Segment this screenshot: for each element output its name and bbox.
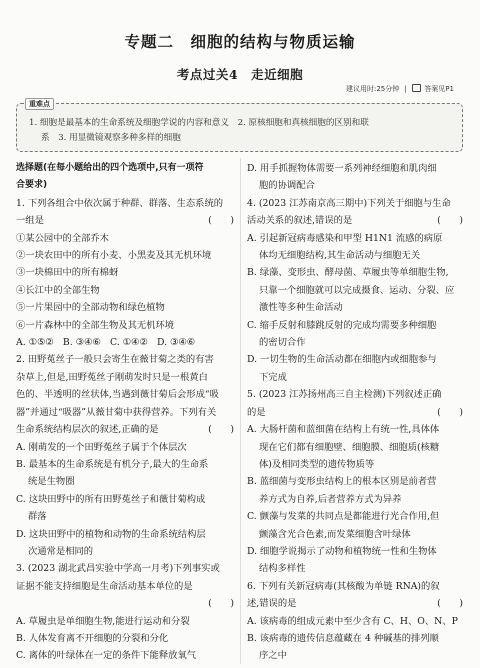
option-d: D. 用手抓握物体需要一系列神经细胞和肌肉细 — [247, 163, 437, 174]
divider: | — [404, 85, 407, 93]
option-b: B. 该病毒的遗传信息蕴藏在 4 种碱基的排列顺 — [247, 632, 439, 644]
section-heading: 选择题(在每小题给出的四个选项中,只有一项符 — [16, 163, 204, 173]
option-a: A. 该病毒的组成元素中至少含有 C、H、O、N、P — [247, 615, 458, 627]
key-points-text — [29, 116, 452, 146]
option-b-cont: 激性等多种生命活动 — [259, 302, 343, 314]
option-b-cont: 统是生物圈 — [28, 476, 75, 488]
question-4-stem: 4. (2023 江苏南京高三期中)下列关于细胞与生命 — [247, 197, 451, 209]
option-a: A. 刚萌发的一个田野菟丝子属于个体层次 — [16, 441, 187, 453]
option-b: B. 人体发育离不开细胞的分裂和分化 — [16, 632, 169, 644]
question-2-stem-end — [16, 421, 234, 438]
answer-reference: 答案见P1 — [424, 85, 454, 93]
option-b-cont: 序之中 — [259, 650, 287, 662]
option-c: C. 离体的叶绿体在一定的条件下能释放氧气 — [16, 650, 197, 662]
option-d-cont: 结构多样性 — [259, 563, 306, 575]
option-c-cont: 群落 — [28, 511, 47, 523]
section-subtitle: 考点过关4 走近细胞 — [176, 67, 304, 82]
column-divider — [240, 158, 241, 664]
page-title: 专题二 细胞的结构与物质运输 — [124, 32, 356, 51]
question-6-stem-end — [247, 595, 463, 612]
section-heading: 合要求) — [16, 180, 48, 191]
statement-item: ③一块棉田中的所有棉蚜 — [16, 267, 119, 279]
answer-blank-row — [16, 595, 234, 612]
question-2-stem: 器”并通过“吸器”从薇甘菊中获得营养。下列有关 — [16, 406, 217, 418]
key-points-line: 系 3. 用显微镜观察多种多样的细胞 — [41, 133, 181, 143]
option-a: A. 引起新冠病毒感染和甲型 H1N1 流感的病原 — [247, 232, 443, 244]
statement-item: ⑥一片森林中的全部生物及其无机环境 — [16, 319, 175, 331]
option-a-cont: 体均无细胞结构,其生命活动与细胞无关 — [259, 250, 421, 262]
question-6-stem: 6. 下列有关新冠病毒(其核酸为单链 RNA)的叙 — [247, 580, 440, 592]
option-d: D. 这块田野中的植物和动物的生命系统结构层 — [16, 528, 206, 540]
option-c-cont: 的密切合作 — [259, 337, 306, 349]
option-c-cont: 颤藻含光合色素,而发菜细胞含叶绿体 — [259, 528, 411, 540]
key-points-line: 1. 细胞是最基本的生命系统及细胞学说的内容和意义 2. 原核细胞和真核细胞的区别和联 — [29, 118, 369, 128]
suggested-time: 建议用时:25分钟 — [345, 85, 400, 93]
right-column — [247, 160, 463, 665]
option-d-cont: 次通常是相同的 — [28, 545, 94, 557]
answer-blank: ( ) — [208, 424, 234, 436]
answer-blank: ( ) — [208, 598, 234, 610]
question-4-stem-end — [247, 212, 463, 229]
option-b: B. 绿藻、变形虫、酵母菌、草履虫等单细胞生物, — [247, 267, 449, 279]
question-2-stem: 杂草上,但是,田野菟丝子刚萌发时只是一根黄白 — [16, 371, 208, 383]
option-c: C. 颤藻与发菜的共同点是都能进行光合作用,但 — [247, 511, 440, 523]
option-c: C. 缩手反射和膝跳反射的完成均需要多种细胞 — [247, 319, 437, 331]
statement-item: ①某公园中的全部乔木 — [16, 232, 109, 244]
statement-item: ④长江中的全部生物 — [16, 284, 100, 296]
answer-blank: ( ) — [208, 215, 234, 227]
key-points-tag: 重难点 — [25, 98, 54, 110]
option-d-cont: 胞的协调配合 — [259, 180, 315, 192]
left-column — [16, 160, 234, 665]
question-1-stem-end — [16, 212, 234, 229]
question-2-stem: 色的、半透明的丝状体,当遇到薇甘菊后会形成“吸 — [16, 389, 219, 401]
key-points-box — [16, 100, 463, 152]
option-d: D. 一切生物的生命活动都在细胞内或细胞参与 — [247, 354, 437, 366]
option-b: B. 蓝细菌与变形虫结构上的根本区别是前者营 — [247, 476, 437, 488]
question-5-stem: 5. (2023 江苏扬州高三自主检测)下列叙述正确 — [247, 389, 442, 401]
question-3-stem: 证据不能支持细胞是生命活动基本单位的是 — [16, 580, 193, 592]
option-b-cont: 养方式为自养,后者营养方式为异养 — [259, 493, 402, 505]
option-d-cont: 下完成 — [259, 371, 287, 383]
time-hint — [346, 84, 454, 94]
answer-blank: ( ) — [437, 406, 463, 418]
question-text: 一组是 — [16, 215, 44, 227]
option-b-cont: 只靠一个细胞就可以完成摄食、运动、分裂、应 — [259, 284, 455, 296]
option-a: A. 草履虫是单细胞生物,能进行运动和分裂 — [16, 615, 190, 627]
question-5-stem-end — [247, 404, 463, 421]
answer-blank: ( ) — [437, 598, 463, 610]
question-text: 活动关系的叙述,错误的是 — [247, 215, 353, 227]
statement-item: ②一块农田中的所有小麦、小黑麦及其无机环境 — [16, 250, 212, 262]
option-b: B. 最基本的生命系统是有机分子,最大的生命系 — [16, 458, 209, 470]
question-3-stem: 3. (2023 湖北武昌实验中学高一月考)下列事实或 — [16, 563, 220, 575]
question-text: 述,错误的是 — [247, 598, 297, 610]
question-text: 的是 — [247, 406, 266, 418]
statement-item: ⑤一片果园中的全部动物和绿色植物 — [16, 302, 165, 314]
question-1-stem: 1. 下列各组合中依次属于种群、群落、生态系统的 — [16, 197, 224, 209]
option-a: A. 大肠杆菌和蓝细菌在结构上有统一性,具体体 — [247, 424, 440, 436]
answer-blank: ( ) — [437, 215, 463, 227]
option-a-cont: 现在它们都有细胞壁、细胞膜、细胞质(核糖 — [259, 441, 440, 453]
option-d: D. 细胞学说揭示了动物和植物统一性和生物体 — [247, 545, 437, 557]
question-1-choices: A. ①⑤② B. ③④⑥ C. ①④② D. ③④⑥ — [16, 337, 195, 349]
question-text: 生命系统结构层次的叙述,正确的是 — [16, 424, 159, 436]
book-icon — [412, 84, 421, 92]
option-c: C. 这块田野中的所有田野菟丝子和薇甘菊构成 — [16, 493, 206, 505]
question-2-stem: 2. 田野菟丝子一般只会寄生在薇甘菊之类的有害 — [16, 354, 214, 366]
option-a-cont: 体)及相同类型的遗传物质等 — [259, 458, 375, 470]
